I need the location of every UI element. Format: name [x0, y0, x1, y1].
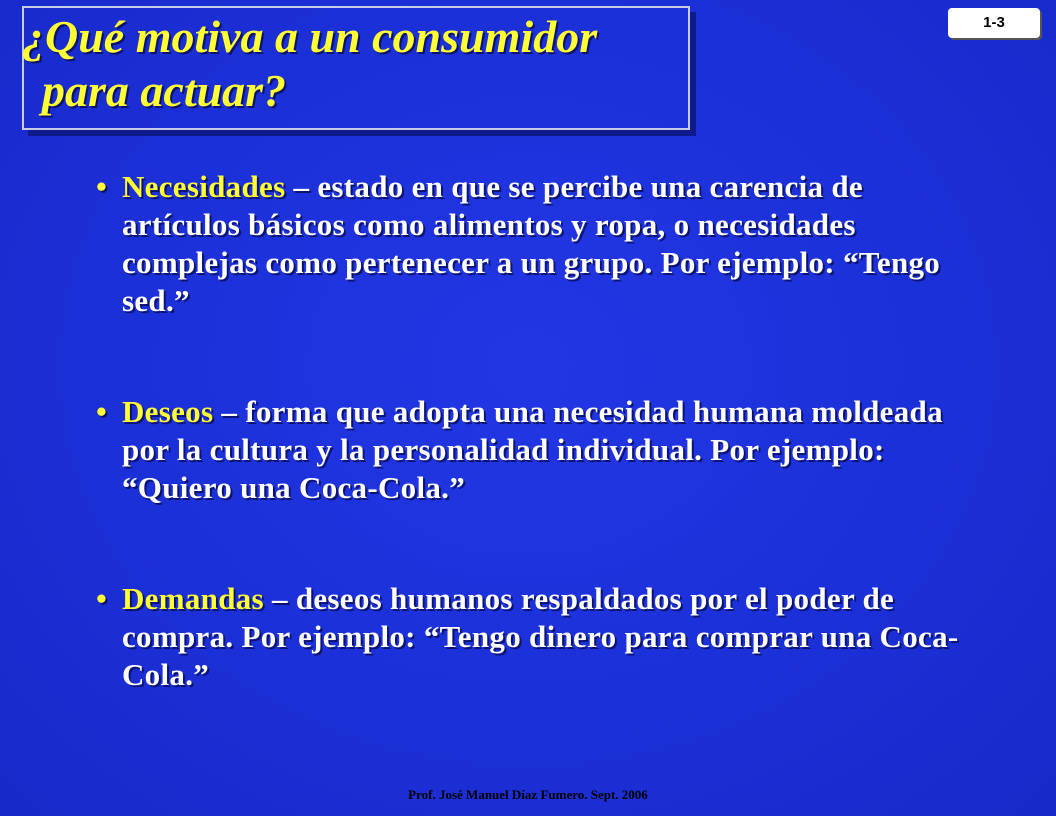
- term-definition: – forma que adopta una necesidad humana moldeada por la cultura y la personalidad individual. Por ejemplo: “Quiero una Coca-Cola.”: [122, 394, 943, 505]
- term-definition: – deseos humanos respaldados por el poder de compra. Por ejemplo: “Tengo dinero para comprar una Coca-Cola.”: [122, 581, 959, 692]
- title-line-1: ¿Qué motiva a un consumidor: [22, 11, 598, 62]
- term-definition: – estado en que se percibe una carencia de artículos básicos como alimentos y ropa, o necesidades complejas como pertenecer a un grupo. Por ejemplo: “Tengo sed.”: [122, 169, 941, 318]
- term-label: Necesidades: [122, 169, 286, 204]
- slide-title: [22, 10, 702, 118]
- bullet-item-deseos: [96, 393, 976, 507]
- bullet-icon: •: [96, 169, 108, 204]
- bullet-item-necesidades: [96, 168, 976, 320]
- bullet-list: [96, 168, 976, 694]
- footer-credit: Prof. José Manuel Díaz Fumero. Sept. 2006: [408, 787, 648, 802]
- bullet-icon: •: [96, 581, 108, 616]
- term-label: Demandas: [122, 581, 264, 616]
- term-label: Deseos: [122, 394, 214, 429]
- slide-number-badge: 1-3: [948, 8, 1040, 38]
- title-line-2: para actuar?: [42, 65, 287, 116]
- bullet-icon: •: [96, 394, 108, 429]
- bullet-item-demandas: [96, 580, 976, 694]
